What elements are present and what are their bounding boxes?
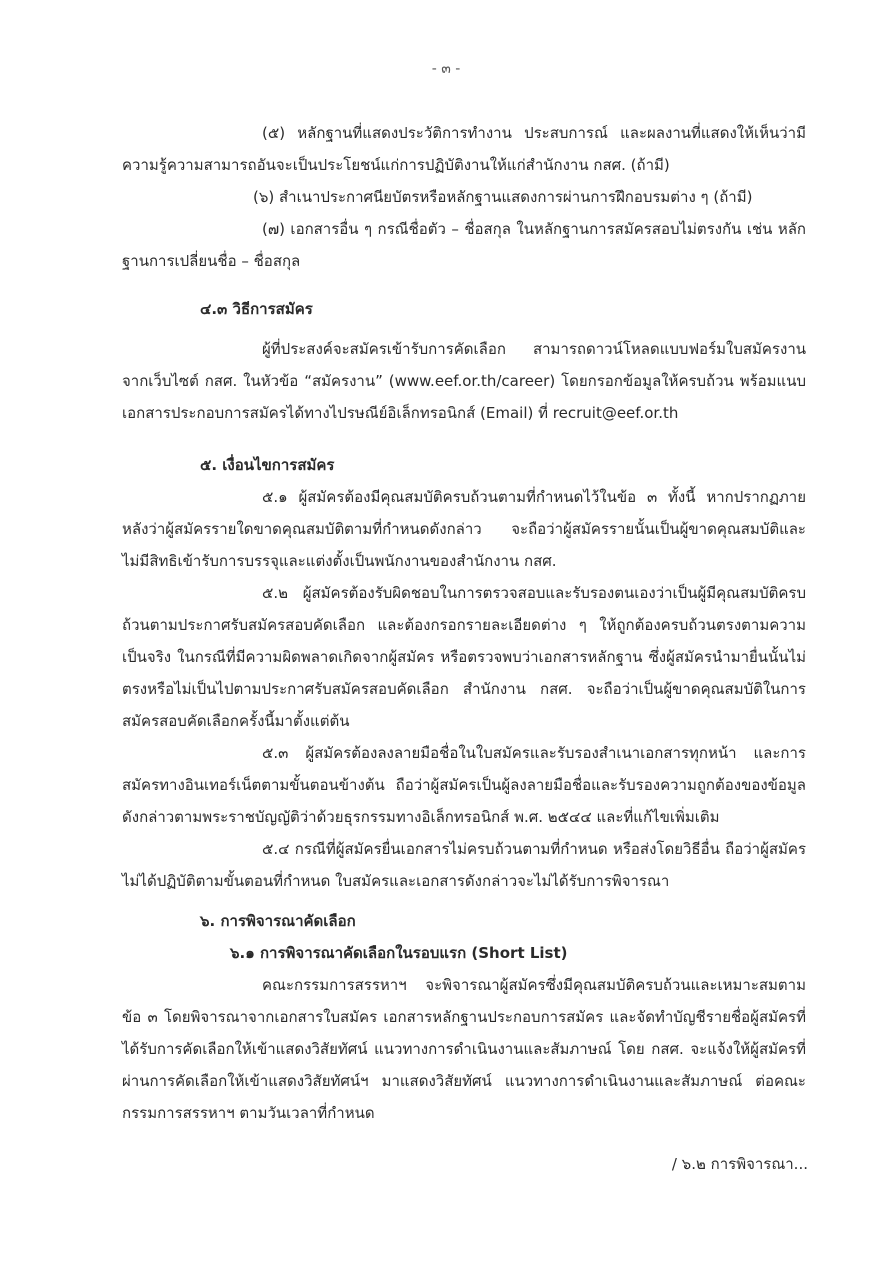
section-4-3-body: ผู้ที่ประสงค์จะสมัครเข้ารับการคัดเลือก สามารถดาวน์โหลดแบบฟอร์มใบสมัครงานจากเว็บไซต์ กสศ. ในหัวข้อ “สมัครงาน” (www.eef.or.th/career) โดยกรอกข้อมูลให้ครบถ้วน พร้อมแนบเอกสารประกอบการสมัครได้ทางไปรษณีย์อิเล็กทรอนิกส์ (Email) ที่ recruit@eef.or.th — [122, 340, 806, 422]
item-6: (๖) สำเนาประกาศนียบัตรหรือหลักฐานแสดงการผ่านการฝึกอบรมต่าง ๆ (ถ้ามี) — [253, 188, 753, 206]
section-6-heading: ๖. การพิจารณาคัดเลือก — [200, 912, 356, 930]
item-5: (๕) หลักฐานที่แสดงประวัติการทำงาน ประสบการณ์ และผลงานที่แสดงให้เห็นว่ามีความรู้ความสามารถอันจะเป็นประโยชน์แก่การปฏิบัติงานให้แก่สำนักงาน กสศ. (ถ้ามี) — [122, 124, 806, 174]
section-4-3-heading: ๔.๓ วิธีการสมัคร — [200, 300, 313, 318]
section-5-4: ๕.๔ กรณีที่ผู้สมัครยื่นเอกสารไม่ครบถ้วนตามที่กำหนด หรือส่งโดยวิธีอื่น ถือว่าผู้สมัครไม่ได้ปฏิบัติตามขั้นตอนที่กำหนด ใบสมัครและเอกสารดังกล่าวจะไม่ได้รับการพิจารณา — [122, 840, 806, 890]
document-body — [122, 117, 806, 1129]
section-5-2: ๕.๒ ผู้สมัครต้องรับผิดชอบในการตรวจสอบและรับรองตนเองว่าเป็นผู้มีคุณสมบัติครบถ้วนตามประกาศรับสมัครสอบคัดเลือก และต้องกรอกรายละเอียดต่าง ๆ ให้ถูกต้องครบถ้วนตรงตามความเป็นจริง ในกรณีที่มีความผิดพลาดเกิดจากผู้สมัคร หรือตรวจพบว่าเอกสารหลักฐาน ซึ่งผู้สมัครนำมายื่นนั้นไม่ตรงหรือไม่เป็นไปตามประกาศรับสมัครสอบคัดเลือก สำนักงาน กสศ. จะถือว่าเป็นผู้ขาดคุณสมบัติในการสมัครสอบคัดเลือกครั้งนี้มาตั้งแต่ต้น — [122, 584, 806, 730]
item-7: (๗) เอกสารอื่น ๆ กรณีชื่อตัว – ชื่อสกุล ในหลักฐานการสมัครสอบไม่ตรงกัน เช่น หลักฐานการเปลี่ยนชื่อ – ชื่อสกุล — [122, 220, 806, 270]
section-5-3: ๕.๓ ผู้สมัครต้องลงลายมือชื่อในใบสมัครและรับรองสำเนาเอกสารทุกหน้า และการสมัครทางอินเทอร์เน็ตตามขั้นตอนข้างต้น ถือว่าผู้สมัครเป็นผู้ลงลายมือชื่อและรับรองความถูกต้องของข้อมูลดังกล่าวตามพระราชบัญญัติว่าด้วยธุรกรรมทางอิเล็กทรอนิกส์ พ.ศ. ๒๕๔๔ และที่แก้ไขเพิ่มเติม — [122, 744, 806, 826]
page-number: - ๓ - — [431, 61, 461, 77]
continuation-note: / ๖.๒ การพิจารณา... — [671, 1155, 808, 1173]
section-5-heading: ๕. เงื่อนไขการสมัคร — [200, 456, 335, 474]
section-5-1: ๕.๑ ผู้สมัครต้องมีคุณสมบัติครบถ้วนตามที่กำหนดไว้ในข้อ ๓ ทั้งนี้ หากปรากฏภายหลังว่าผู้สมัครรายใดขาดคุณสมบัติตามที่กำหนดดังกล่าว จะถือว่าผู้สมัครรายนั้นเป็นผู้ขาดคุณสมบัติและไม่มีสิทธิเข้ารับการบรรจุและแต่งตั้งเป็นพนักงานของสำนักงาน กสศ. — [122, 488, 806, 570]
section-6-1-body: คณะกรรมการสรรหาฯ จะพิจารณาผู้สมัครซึ่งมีคุณสมบัติครบถ้วนและเหมาะสมตามข้อ ๓ โดยพิจารณาจากเอกสารใบสมัคร เอกสารหลักฐานประกอบการสมัคร และจัดทำบัญชีรายชื่อผู้สมัครที่ได้รับการคัดเลือกให้เข้าแสดงวิสัยทัศน์ แนวทางการดำเนินงานและสัมภาษณ์ โดย กสศ. จะแจ้งให้ผู้สมัครที่ผ่านการคัดเลือกให้เข้าแสดงวิสัยทัศน์ฯ มาแสดงวิสัยทัศน์ แนวทางการดำเนินงานและสัมภาษณ์ ต่อคณะกรรมการสรรหาฯ ตามวันเวลาที่กำหนด — [122, 976, 806, 1122]
section-6-1-heading: ๖.๑ การพิจารณาคัดเลือกในรอบแรก (Short List) — [230, 944, 568, 962]
